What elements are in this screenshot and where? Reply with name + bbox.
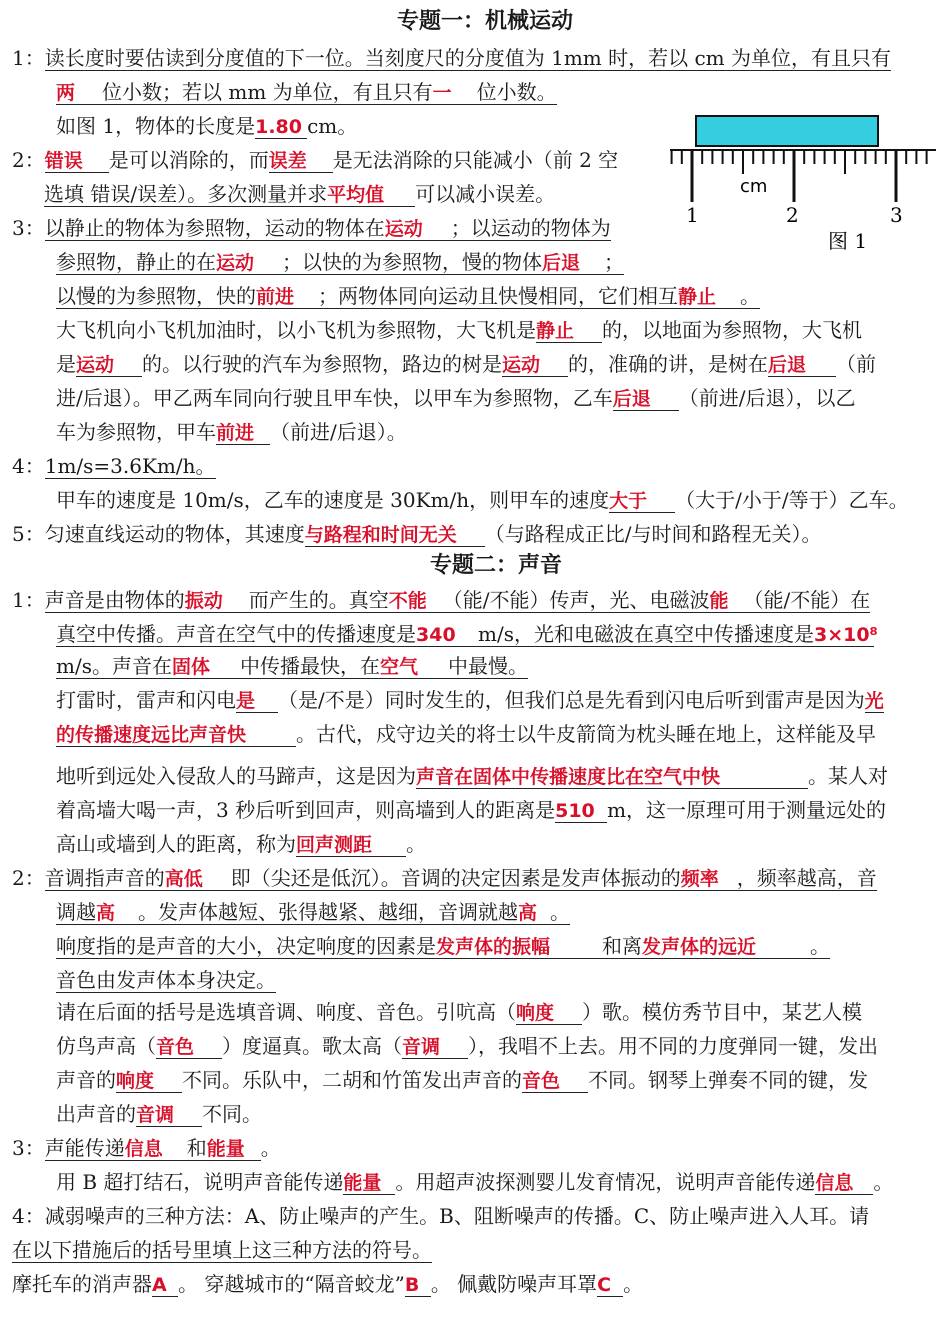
t2-q4-line1 <box>12 1202 869 1230</box>
answer-blank: 音色 <box>156 1036 195 1058</box>
figure-1-ruler <box>668 112 938 252</box>
t1-q2-line1 <box>12 146 618 174</box>
text: 不同。 <box>202 1102 262 1126</box>
text: 可以减小误差。 <box>415 182 556 206</box>
t2-q1-line4 <box>56 686 884 714</box>
text: 。用超声波探测婴儿发育情况，说明声音能传递 <box>395 1170 816 1194</box>
question-number: 3： <box>12 216 45 240</box>
t1-q4-line2 <box>56 486 909 514</box>
t2-q2-line5 <box>56 998 862 1026</box>
text: 车为参照物，甲车 <box>56 420 216 444</box>
t1-q1-line3 <box>56 112 357 140</box>
answer-blank: 音调 <box>402 1036 441 1058</box>
answer-blank: 静止 <box>536 320 575 342</box>
answer-blank: 不能 <box>388 590 427 612</box>
t2-q2-line8 <box>56 1100 262 1128</box>
text: 即（尖还是低沉）。音调的决定因素是发声体振动的 <box>230 866 681 890</box>
text: 。 佩戴防噪声耳罩 <box>430 1272 598 1296</box>
answer-blank: 响度 <box>116 1070 155 1092</box>
text: 位小数；若以 mm 为单位，有且只有 <box>102 80 433 104</box>
t1-q3-line2 <box>56 248 624 276</box>
answer-blank: 340 <box>416 624 456 646</box>
t1-q5-line1 <box>12 520 821 548</box>
t2-q4-line3 <box>12 1270 643 1298</box>
text: ； <box>604 250 624 274</box>
text: ；以快的为参照物，慢的物体 <box>282 250 542 274</box>
t1-q1-line2 <box>56 78 557 106</box>
answer-blank: B <box>404 1274 420 1296</box>
t2-q2-line1 <box>12 864 877 892</box>
answer-blank: 平均值 <box>327 184 385 206</box>
text: ）度逼真。歌太高（ <box>222 1034 402 1058</box>
text: 大飞机向小飞机加油时，以小飞机为参照物，大飞机是 <box>56 318 536 342</box>
answer-blank: 运动 <box>76 354 115 376</box>
t2-q1-line8 <box>56 830 426 858</box>
text: 。发声体越短、张得越紧、越细，音调就越 <box>138 900 518 924</box>
question-number: 1： <box>12 46 45 70</box>
answer-blank: 高 <box>518 902 538 924</box>
text: ；两物体同向运动且快慢相同，它们相互 <box>318 284 678 308</box>
question-number: 1： <box>12 588 45 612</box>
text: m，这一原理可用于测量远处的 <box>607 798 887 822</box>
t2-q1-line3 <box>56 652 528 680</box>
t2-q3-line1 <box>12 1134 281 1162</box>
text: ）歌。模仿秀节目中，某艺人模 <box>582 1000 862 1024</box>
answer-blank: 1.80 <box>255 116 302 138</box>
answer-blank: 高 <box>96 902 116 924</box>
question-number: 5： <box>12 522 45 546</box>
t1-q3-line4 <box>56 316 862 344</box>
answer-blank: 发声体的远近 <box>642 936 757 958</box>
answer-blank: 回声测距 <box>296 834 373 856</box>
text: 。 <box>873 1170 894 1194</box>
text: 用 B 超打结石，说明声音能传递 <box>56 1170 344 1194</box>
text: 。 <box>810 934 830 958</box>
text: 以慢的为参照物，快的 <box>56 284 256 308</box>
text: 声音的 <box>56 1068 116 1092</box>
answer-blank: 高低 <box>164 868 203 890</box>
answer-blank: 固体 <box>171 656 210 678</box>
answer-blank: 错误 <box>44 150 83 172</box>
answer-blank: 的传播速度远比声音快 <box>56 724 247 746</box>
text: 响度指的是声音的大小，决定响度的因素是 <box>56 934 436 958</box>
answer-blank: 前进 <box>256 286 295 308</box>
text: 地听到远处入侵敌人的马蹄声，这是因为 <box>56 764 416 788</box>
text: 中传播最快，在 <box>239 654 380 678</box>
answer-blank: 510 <box>555 800 595 822</box>
text: ），我唱不上去。用不同的力度弹同一键，发出 <box>468 1034 878 1058</box>
tick-label-1: 1 <box>686 203 699 227</box>
t1-q3-line1 <box>12 214 611 242</box>
answer-blank: 运动 <box>502 354 541 376</box>
tick-label-3: 3 <box>890 203 903 227</box>
topic2-title: 专题二：声音 <box>430 553 563 578</box>
t2-q2-line7 <box>56 1066 868 1094</box>
answer-blank: 后退 <box>542 252 581 274</box>
answer-blank: 响度 <box>516 1002 555 1024</box>
t2-q4-line2 <box>12 1236 432 1264</box>
text: （是/不是）同时发生的，但我们总是先看到闪电后听到雷声是因为 <box>278 688 865 712</box>
text: 匀速直线运动的物体，其速度 <box>44 522 305 546</box>
answer-blank: 光 <box>864 690 884 712</box>
text: m/s，光和电磁波在真空中传播速度是 <box>478 622 814 646</box>
question-number: 4： <box>12 454 45 478</box>
question-number: 3： <box>12 1136 45 1160</box>
text: （大于/小于/等于）乙车。 <box>675 488 909 512</box>
text: 着高墙大喝一声，3 秒后听到回声，则高墙到人的距离是 <box>56 798 556 822</box>
text: （能/不能）传声，光、电磁波 <box>442 588 710 612</box>
answer-blank: 能 <box>709 590 729 612</box>
t2-q2-line3 <box>56 932 830 960</box>
text: 选填 错误/误差）。多次测量并求 <box>44 182 328 206</box>
text: 如图 1，物体的长度是 <box>56 114 256 138</box>
text: 和 <box>186 1136 207 1160</box>
text: 。 <box>406 832 426 856</box>
text: 真空中传播。声音在空气中的传播速度是 <box>56 622 416 646</box>
question-number: 2： <box>12 866 45 890</box>
answer-blank: 静止 <box>678 286 717 308</box>
figure-caption: 图 1 <box>828 229 868 252</box>
t1-q2-line2 <box>44 180 555 208</box>
t1-q3-line5 <box>56 350 876 378</box>
t2-q1-line2 <box>56 620 878 648</box>
text: 。某人对 <box>808 764 888 788</box>
text: 进/后退）。甲乙两车同向行驶且甲车快，以甲车为参照物，乙车 <box>56 386 613 410</box>
answer-blank: 能量 <box>206 1138 245 1160</box>
text: 是无法消除的只能减小（前 2 空 <box>332 148 619 172</box>
text: 。 <box>260 1136 281 1160</box>
text: （前进/后退），以乙 <box>678 386 856 410</box>
answer-blank: A <box>152 1274 167 1296</box>
answer-blank: 运动 <box>384 218 423 240</box>
answer-blank: 空气 <box>379 656 418 678</box>
text: 。 <box>550 900 570 924</box>
answer-blank: 与路程和时间无关 <box>304 524 457 546</box>
answer-blank: 误差 <box>268 150 307 172</box>
answer-blank: 前进 <box>216 422 255 444</box>
text: 是 <box>56 352 76 376</box>
text: 减弱噪声的三种方法：A、防止噪声的产生。B、阻断噪声的传播。C、防止噪声进入人耳。请 <box>44 1204 870 1228</box>
t2-q2-line6 <box>56 1032 878 1060</box>
text: 声能传递 <box>44 1136 125 1160</box>
answer-blank: 振动 <box>184 590 223 612</box>
text: 在以下措施后的括号里填上这三种方法的符号。 <box>12 1238 432 1262</box>
ruler-ticks <box>672 150 927 202</box>
answer-blank: C <box>597 1274 612 1296</box>
answer-blank: 发声体的振幅 <box>436 936 551 958</box>
text: （与路程成正比/与时间和路程无关）。 <box>484 522 822 546</box>
text: 和离 <box>602 934 642 958</box>
text: （能/不能）在 <box>743 588 871 612</box>
text: 甲车的速度是 10m/s，乙车的速度是 30Km/h，则甲车的速度 <box>56 488 610 512</box>
text: 位小数。 <box>476 80 557 104</box>
text: 而产生的。真空 <box>248 588 389 612</box>
text: 声音是由物体的 <box>44 588 185 612</box>
answer-blank: 是 <box>236 690 256 712</box>
t2-q2-line4 <box>56 966 276 994</box>
text: 高山或墙到人的距离，称为 <box>56 832 296 856</box>
answer-blank: 运动 <box>216 252 255 274</box>
answer-blank: 信息 <box>815 1172 854 1194</box>
t1-q3-line6 <box>56 384 856 412</box>
t2-q3-line2 <box>56 1168 893 1196</box>
text: （前 <box>836 352 876 376</box>
text: （前进/后退）。 <box>270 420 407 444</box>
answer-blank: 后退 <box>768 354 807 376</box>
text: 的，以地面为参照物，大飞机 <box>602 318 862 342</box>
text: 以静止的物体为参照物，运动的物体在 <box>44 216 385 240</box>
text: 。古代，戍守边关的将士以牛皮箭筒为枕头睡在地上，这样能及早 <box>296 722 876 746</box>
measured-object <box>696 116 878 146</box>
text: cm。 <box>307 114 358 138</box>
answer-blank: 后退 <box>612 388 651 410</box>
text: 摩托车的消声器 <box>12 1272 152 1296</box>
t2-q1-line1 <box>12 586 870 614</box>
text: m/s。声音在 <box>56 654 172 678</box>
answer-blank: 频率 <box>680 868 719 890</box>
answer-blank: 一 <box>432 82 452 104</box>
question-number: 2： <box>12 148 45 172</box>
text: 打雷时，雷声和闪电 <box>56 688 236 712</box>
answer-blank: 能量 <box>343 1172 382 1194</box>
t2-q1-line6 <box>56 762 888 790</box>
text: 请在后面的括号是选填音调、响度、音色。引吭高（ <box>56 1000 516 1024</box>
t1-q1-line1 <box>12 44 891 72</box>
tick-label-2: 2 <box>786 203 799 227</box>
text: 中最慢。 <box>447 654 528 678</box>
text: 的。以行驶的汽车为参照物，路边的树是 <box>142 352 502 376</box>
text: 音色由发声体本身决定。 <box>56 968 276 992</box>
text: 的，准确的讲，是树在 <box>568 352 768 376</box>
text: 是可以消除的，而 <box>108 148 269 172</box>
answer-blank: 两 <box>56 82 76 104</box>
question-number: 4： <box>12 1204 45 1228</box>
text: 。 <box>623 1272 644 1296</box>
text: 读长度时要估读到分度值的下一位。当刻度尺的分度值为 1mm 时，若以 cm 为单位，有且只有 <box>44 46 891 70</box>
answer-blank: 3×10⁸ <box>813 624 878 646</box>
text: 1m/s=3.6Km/h。 <box>44 454 216 478</box>
text: 不同。钢琴上弹奏不同的键，发 <box>588 1068 868 1092</box>
t2-q2-line2 <box>56 898 570 926</box>
text: 调越 <box>56 900 96 924</box>
text: 。 穿越城市的“隔音蛟龙” <box>178 1272 405 1296</box>
answer-blank: 音色 <box>522 1070 561 1092</box>
t2-q1-line7 <box>56 796 886 824</box>
answer-blank: 信息 <box>124 1138 163 1160</box>
answer-blank: 音调 <box>136 1104 175 1126</box>
text: ；以运动的物体为 <box>450 216 611 240</box>
t2-q1-line5 <box>56 720 876 748</box>
text: 音调指声音的 <box>44 866 165 890</box>
ruler-unit: cm <box>740 176 768 197</box>
answer-blank: 声音在固体中传播速度比在空气中快 <box>416 766 721 788</box>
text: 参照物，静止的在 <box>56 250 216 274</box>
text: 不同。乐队中，二胡和竹笛发出声音的 <box>182 1068 522 1092</box>
text: 。 <box>740 284 760 308</box>
answer-blank: 大于 <box>609 490 648 512</box>
text: 仿鸟声高（ <box>56 1034 156 1058</box>
ruler-diagram <box>668 112 938 252</box>
topic1-title: 专题一：机械运动 <box>397 9 574 34</box>
text: 出声音的 <box>56 1102 136 1126</box>
t1-q3-line3 <box>56 282 760 310</box>
t1-q3-line7 <box>56 418 407 446</box>
text: ，频率越高，音 <box>736 866 877 890</box>
t1-q4-line1 <box>12 452 216 480</box>
